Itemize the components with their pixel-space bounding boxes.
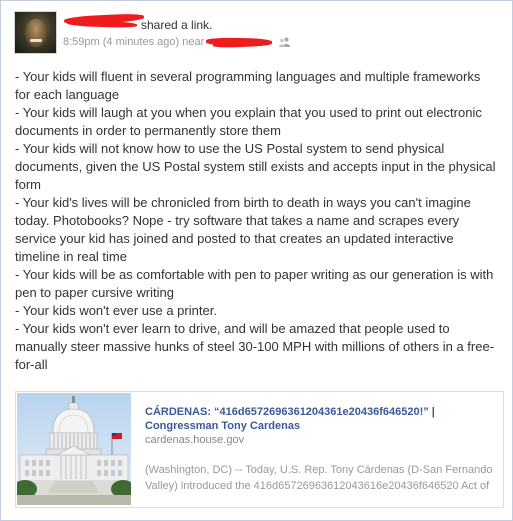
post-line: - Your kids will laugh at you when you explain that you used to print out electronic documents in order to permanently store them (15, 105, 482, 138)
post-line: - Your kids won't ever use a printer. (15, 303, 217, 318)
link-attachment[interactable] (15, 391, 504, 508)
post-line: - Your kids won't ever learn to drive, and will be amazed that people used to manually steer massive hunks of steel 30-100 MPH with millions of others in a free-for-all (15, 321, 495, 372)
post-body (15, 68, 499, 374)
post-line: - Your kids will not know how to use the US Postal system to send physical documents, given the US Postal system still exists and accepts input in the physical form (15, 141, 496, 192)
redacted-location-stroke (213, 41, 269, 48)
avatar-grin (30, 39, 42, 42)
avatar-face (25, 19, 47, 47)
link-title[interactable]: CÁRDENAS: “416d6572696361204361e20436f646520!” | Congressman Tony Cardenas (145, 406, 435, 432)
story-action-text: shared a link. (141, 18, 213, 32)
link-description: (Washington, DC) -- Today, U.S. Rep. Tony Cárdenas (D-San Fernando Valley) introduced the 416d65726963612043616e20436f646520 Act of (145, 464, 493, 492)
post-line: - Your kids will be as comfortable with pen to paper writing as our generation is with pen to paper cursive writing (15, 267, 494, 300)
capitol-building-image (17, 393, 131, 505)
story-timestamp[interactable]: 8:59pm (4 minutes ago) near (63, 36, 205, 48)
post-line: - Your kids will fluent in several programming languages and multiple frameworks for each language (15, 69, 481, 102)
avatar[interactable] (14, 11, 57, 54)
link-domain: cardenas.house.gov (145, 434, 245, 446)
capitol-thumbnail[interactable] (17, 393, 131, 505)
friends-icon[interactable] (279, 37, 290, 47)
post-line: - Your kid's lives will be chronicled from birth to death in ways you can't imagine today. Photobooks? Nope - try software that takes a name and scrapes every service your kid has joined and posted to that creates an updated interactive timeline in real time (15, 195, 471, 264)
